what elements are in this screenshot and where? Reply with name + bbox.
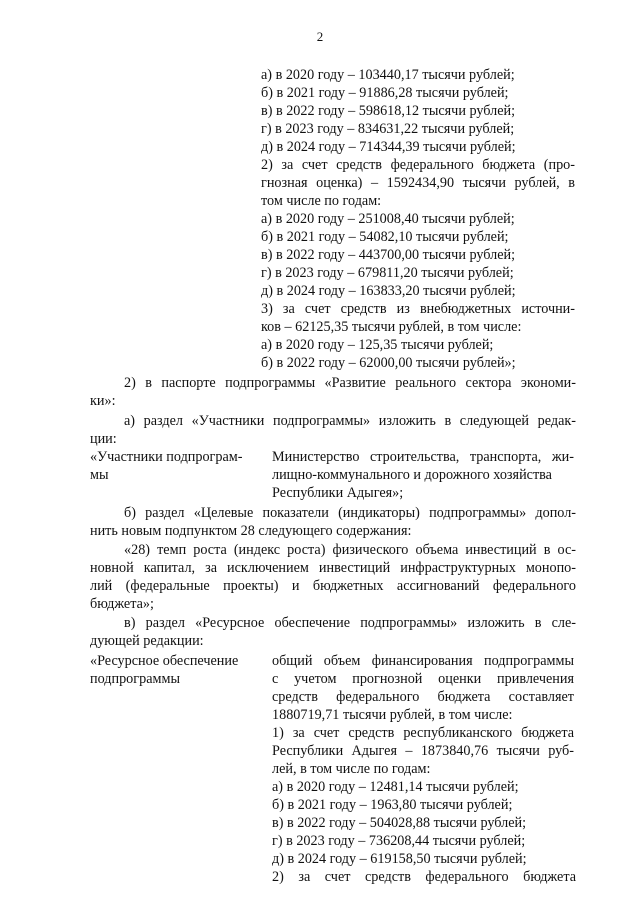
text-line: г) в 2023 году – 736208,44 тысячи рублей; — [272, 833, 526, 849]
text-line: д) в 2024 году – 714344,39 тысячи рублей; — [261, 139, 516, 155]
item-2-paragraph: 2) в паспорте подпрограммы «Развитие реального сектора экономи- — [124, 375, 576, 391]
text-line: средств федерального бюджета составляет — [272, 689, 574, 705]
resources-label-end: подпрограммы — [90, 671, 180, 687]
participants-value: Республики Адыгея»; — [272, 485, 404, 501]
text-line: г) в 2023 году – 834631,22 тысячи рублей; — [261, 121, 515, 137]
section-a-paragraph-end: ции: — [90, 431, 117, 447]
section-b-paragraph: б) раздел «Целевые показатели (индикаторы) подпрограммы» допол- — [124, 505, 576, 521]
text-line: б) в 2021 году – 54082,10 тысячи рублей; — [261, 229, 509, 245]
section-b-paragraph-end: нить новым подпунктом 28 следующего содержания: — [90, 523, 412, 539]
text-line: д) в 2024 году – 163833,20 тысячи рублей; — [261, 283, 516, 299]
text-line: б) в 2021 году – 1963,80 тысячи рублей; — [272, 797, 513, 813]
text-line: г) в 2023 году – 679811,20 тысячи рублей; — [261, 265, 514, 281]
text-line: 2) за счет средств федерального бюджета (про- — [261, 157, 575, 173]
text-line: Республики Адыгея – 1873840,76 тысячи руб- — [272, 743, 574, 759]
text-line: а) в 2020 году – 251008,40 тысячи рублей; — [261, 211, 515, 227]
section-c-paragraph-end: дующей редакции: — [90, 633, 204, 649]
text-line: 1880719,71 тысячи рублей, в том числе: — [272, 707, 513, 723]
text-line: гнозная оценка) – 1592434,90 тысячи рублей, в — [261, 175, 575, 191]
indicator-28-text: бюджета»; — [90, 596, 154, 612]
section-c-paragraph: в) раздел «Ресурсное обеспечение подпрограммы» изложить в сле- — [124, 615, 576, 631]
text-line: в) в 2022 году – 504028,88 тысячи рублей; — [272, 815, 527, 831]
participants-value: лищно-коммунального и дорожного хозяйства — [272, 467, 552, 483]
text-line: в) в 2022 году – 598618,12 тысячи рублей; — [261, 103, 516, 119]
section-a-paragraph: а) раздел «Участники подпрограммы» изложить в следующей редак- — [124, 413, 576, 429]
text-line: ков – 62125,35 тысячи рублей, в том числе: — [261, 319, 522, 335]
page-number: 2 — [316, 29, 324, 44]
participants-value: Министерство строительства, транспорта, жи- — [272, 449, 574, 465]
text-line: в) в 2022 году – 443700,00 тысячи рублей; — [261, 247, 516, 263]
text-line: 1) за счет средств республиканского бюджета — [272, 725, 574, 741]
text-line: лей, в том числе по годам: — [272, 761, 431, 777]
resources-label: «Ресурсное обеспечение — [90, 653, 239, 669]
text-line: том числе по годам: — [261, 193, 382, 209]
text-line: а) в 2020 году – 125,35 тысячи рублей; — [261, 337, 494, 353]
text-line: д) в 2024 году – 619158,50 тысячи рублей; — [272, 851, 527, 867]
text-line: а) в 2020 году – 12481,14 тысячи рублей; — [272, 779, 519, 795]
indicator-28-text: новной капитал, за исключением инвестиций инфраструктурных монопо- — [90, 560, 576, 576]
text-line: общий объем финансирования подпрограммы — [272, 653, 574, 669]
text-line: 3) за счет средств из внебюджетных источни- — [261, 301, 575, 317]
indicator-28-text: лий (федеральные проекты) и бюджетных ассигнований федерального — [90, 578, 576, 594]
item-2-paragraph-end: ки»: — [90, 393, 116, 409]
text-line: а) в 2020 году – 103440,17 тысячи рублей; — [261, 67, 515, 83]
indicator-28-text: «28) темп роста (индекс роста) физического объема инвестиций в ос- — [124, 542, 576, 558]
text-line: б) в 2022 году – 62000,00 тысячи рублей»; — [261, 355, 516, 371]
participants-label-end: мы — [90, 467, 109, 483]
text-line: 2) за счет средств федерального бюджета — [272, 869, 576, 885]
text-line: с учетом прогнозной оценки привлечения — [272, 671, 574, 687]
text-line: б) в 2021 году – 91886,28 тысячи рублей; — [261, 85, 509, 101]
participants-label: «Участники подпрограм- — [90, 449, 243, 465]
